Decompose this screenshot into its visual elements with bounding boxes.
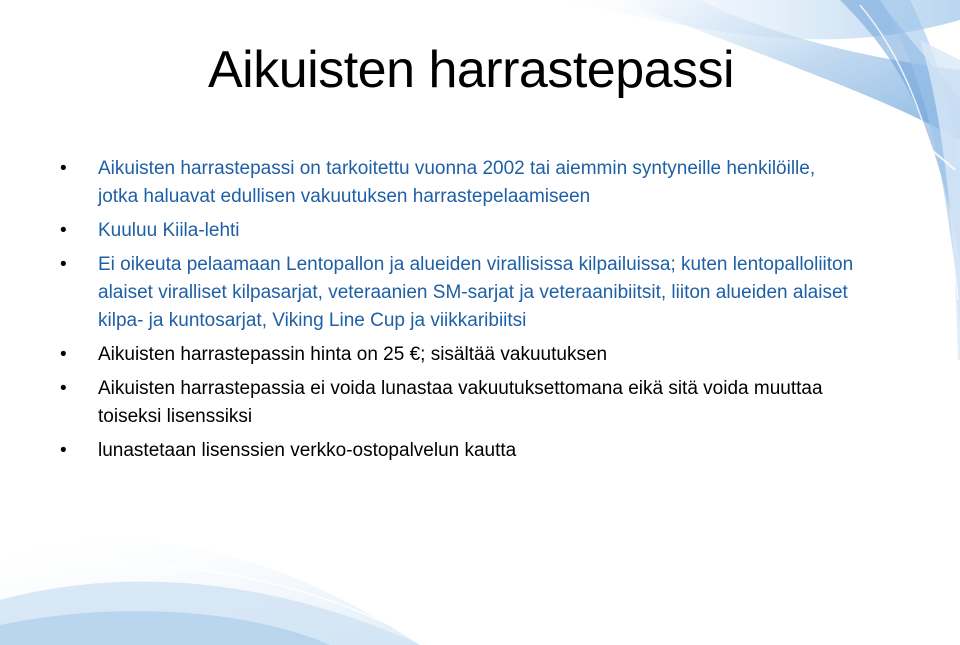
bullet-dot-icon: • [60,440,67,461]
bullet-item [60,437,860,465]
bullet-item [60,155,860,211]
bullet-text: lunastetaan lisenssien verkko-ostopalvelun kautta [98,440,517,461]
bullet-dot-icon: • [60,158,67,179]
bullet-dot-icon: • [60,254,67,275]
bullet-text: Kuuluu Kiila-lehti [98,220,240,241]
bullet-item [60,217,860,245]
slide-title: Aikuisten harrastepassi [208,41,735,99]
bullet-text: Aikuisten harrastepassin hinta on 25 €; sisältää vakuutuksen [98,344,608,365]
bullet-item [60,375,860,431]
bullet-text: Aikuisten harrastepassia ei voida lunastaa vakuutuksettomana eikä sitä voida muuttaa toiseksi lisenssiksi [98,378,823,427]
bullet-text: Aikuisten harrastepassi on tarkoitettu vuonna 2002 tai aiemmin syntyneille henkilöille, jotka haluavat edullisen vakuutuksen harrastepelaamiseen [98,158,816,207]
bullet-dot-icon: • [60,378,67,399]
bullet-item [60,251,860,335]
bullet-list [60,155,860,471]
bullet-item [60,341,860,369]
bullet-dot-icon: • [60,220,67,241]
bullet-text: Ei oikeuta pelaamaan Lentopallon ja alueiden virallisissa kilpailuissa; kuten lentopalloliiton alaiset viralliset kilpasarjat, veteraanien SM-sarjat ja veteraanibiitsit, liiton alueiden alaiset kilpa- ja kuntosarjat, Viking Line Cup ja viikkaribiitsi [98,254,854,331]
bullet-dot-icon: • [60,344,67,365]
